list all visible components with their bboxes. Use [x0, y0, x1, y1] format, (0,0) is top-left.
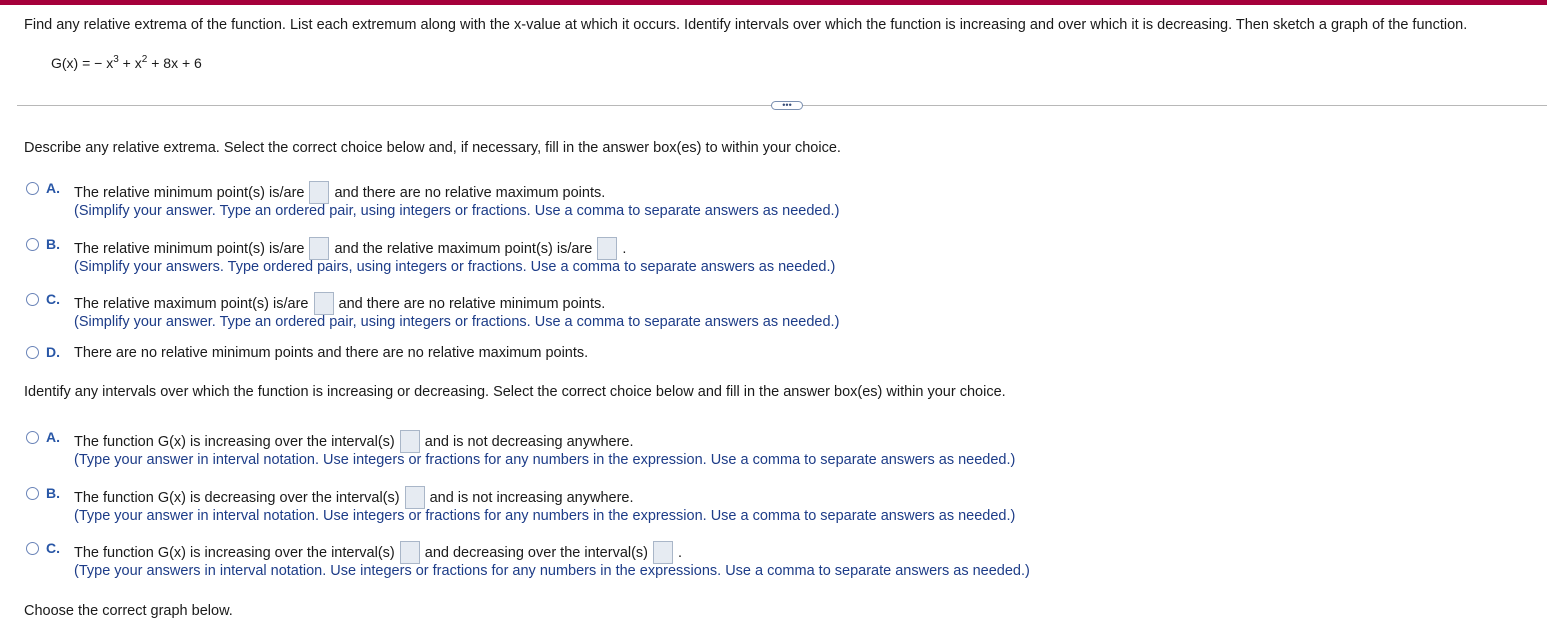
choice-hint: (Simplify your answer. Type an ordered pair, using integers or fractions. Use a comma to separate answers as needed.)	[74, 203, 840, 219]
formula-rhs: + 8x + 6	[147, 55, 202, 71]
choice-text-2: and there are no relative minimum points.	[338, 295, 606, 312]
choice-text: The function G(x) is increasing over the interval(s)	[74, 433, 395, 450]
function-formula	[51, 55, 202, 71]
choice-text-2: and the relative maximum point(s) is/are	[334, 240, 593, 257]
more-options-button[interactable]: •••	[771, 101, 803, 110]
choice-text-2: and is not increasing anywhere.	[429, 489, 634, 506]
choice-letter: D.	[46, 344, 60, 360]
radio-button[interactable]	[26, 293, 39, 306]
formula-mid: + x	[118, 55, 142, 71]
extrema-instruction: Describe any relative extrema. Select the correct choice below and, if necessary, fill in the answer box(es) to within your choice.	[24, 140, 841, 156]
choice-hint: (Type your answer in interval notation. Use integers or fractions for any numbers in the expression. Use a comma to separate answers as needed.)	[74, 508, 1016, 524]
choice-text-2: and there are no relative maximum points.	[334, 184, 606, 201]
choice-letter: B.	[46, 485, 60, 501]
answer-box-max[interactable]	[597, 237, 617, 260]
answer-box-min[interactable]	[309, 237, 329, 260]
formula-exponent-2: 2	[141, 54, 148, 65]
choice-text-2: and is not decreasing anywhere.	[424, 433, 634, 450]
radio-button[interactable]	[26, 542, 39, 555]
answer-box-decreasing[interactable]	[405, 486, 425, 509]
choice-letter: C.	[46, 291, 60, 307]
choice-hint: (Type your answer in interval notation. Use integers or fractions for any numbers in the expression. Use a comma to separate answers as needed.)	[74, 452, 1016, 468]
radio-button[interactable]	[26, 431, 39, 444]
choice-text: The relative minimum point(s) is/are	[74, 184, 305, 201]
answer-box-increasing[interactable]	[400, 541, 420, 564]
formula-exponent-3: 3	[113, 54, 119, 65]
radio-button[interactable]	[26, 487, 39, 500]
graph-instruction: Choose the correct graph below.	[24, 603, 233, 619]
formula-lhs: G(x) = − x	[51, 55, 114, 71]
choice-letter: A.	[46, 180, 60, 196]
choice-hint: (Type your answers in interval notation. Use integers or fractions for any numbers in the expressions. Use a comma to separate answers as needed.)	[74, 563, 1030, 579]
choice-text: The relative maximum point(s) is/are	[74, 295, 309, 312]
top-accent-bar	[0, 0, 1547, 5]
choice-letter: C.	[46, 540, 60, 556]
choice-hint: (Simplify your answers. Type ordered pairs, using integers or fractions. Use a comma to separate answers as needed.)	[74, 259, 836, 275]
answer-box-max[interactable]	[314, 292, 334, 315]
choice-text-2: and decreasing over the interval(s)	[424, 544, 649, 561]
choice-letter: B.	[46, 236, 60, 252]
answer-box-increasing[interactable]	[400, 430, 420, 453]
choice-text: The relative minimum point(s) is/are	[74, 240, 305, 257]
radio-button[interactable]	[26, 238, 39, 251]
choice-letter: A.	[46, 429, 60, 445]
choice-text: The function G(x) is increasing over the interval(s)	[74, 544, 395, 561]
choice-hint: (Simplify your answer. Type an ordered pair, using integers or fractions. Use a comma to separate answers as needed.)	[74, 314, 840, 330]
choice-text: The function G(x) is decreasing over the interval(s)	[74, 489, 400, 506]
answer-box-min[interactable]	[309, 181, 329, 204]
intervals-instruction: Identify any intervals over which the function is increasing or decreasing. Select the correct choice below and fill in the answer box(es) within your choice.	[24, 384, 1006, 400]
answer-box-decreasing[interactable]	[653, 541, 673, 564]
radio-button[interactable]	[26, 346, 39, 359]
choice-text: There are no relative minimum points and there are no relative maximum points.	[74, 345, 589, 361]
radio-button[interactable]	[26, 182, 39, 195]
problem-prompt: Find any relative extrema of the function. List each extremum along with the x-value at which it occurs. Identify intervals over which the function is increasing and over which it is decreasing. Then sketch a graph of the function.	[24, 17, 1468, 33]
choice-text-3: .	[678, 544, 683, 561]
choice-text-3: .	[622, 240, 627, 257]
